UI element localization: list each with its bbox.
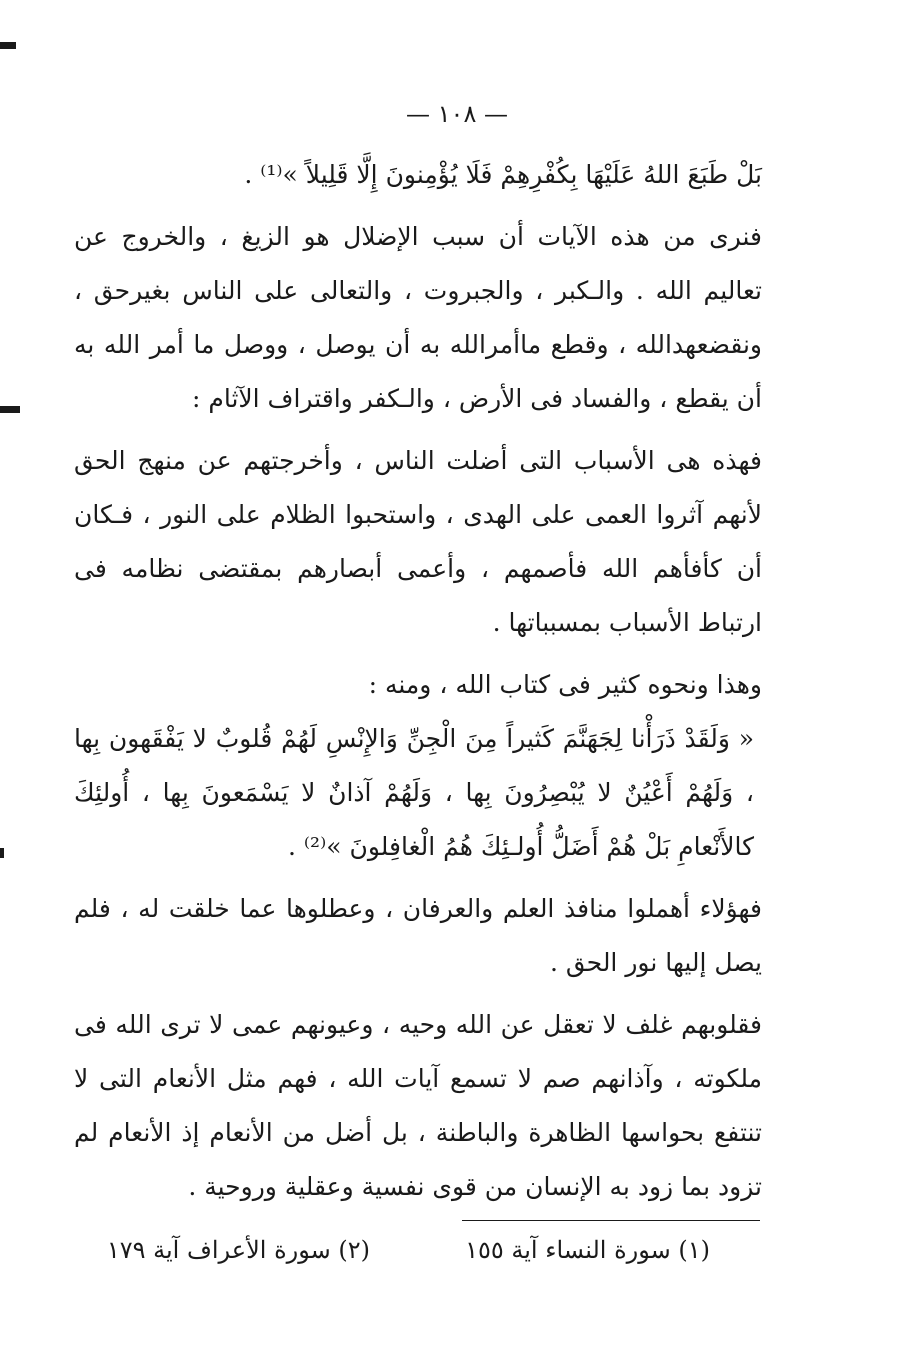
paragraph: فقلوبهم غلف لا تعقل عن الله وحيه ، وعيونهم عمى لا ترى الله فى ملكوته ، وآذانهم صم لا تسمع آيات الله ، فهم مثل الأنعام التى لا تنتفع بحواسها الظاهرة والباطنة ، بل أضل من الأنعام إذ الأنعام لم تزود بما زود به الإنسان من قوى نفسية وعقلية وروحية . — [74, 1010, 762, 1201]
paragraph: فهؤلاء أهملوا منافذ العلم والعرفان ، وعطلوها عما خلقت له ، فلم يصل إليها نور الحق . — [74, 894, 762, 977]
paragraph: فنرى من هذه الآيات أن سبب الإضلال هو الزيغ ، والخروج عن تعاليم الله . والـكبر ، والجبروت ، والتعالى على الناس بغيرحق ، ونقضعهدالله ، وقطع ماأمرالله به أن يوصل ، ووصل ما أمر الله به أن يقطع ، والفساد فى الأرض ، والـكفر واقتراف الآثام : — [74, 222, 762, 413]
scan-edge-mark — [0, 42, 16, 49]
scan-edge-mark — [0, 848, 4, 858]
footnote-divider — [462, 1220, 760, 1221]
page-number: — ١٠٨ — — [406, 100, 508, 128]
footnote-2: (٢) سورة الأعراف آية ١٧٩ — [106, 1236, 370, 1264]
footnote-1: (١) سورة النساء آية ١٥٥ — [465, 1236, 710, 1264]
scan-edge-mark — [0, 406, 20, 413]
footnotes — [100, 1230, 710, 1270]
body-text — [74, 148, 762, 1214]
paragraph: وهذا ونحوه كثير فى كتاب الله ، ومنه : — [368, 670, 762, 699]
paragraph: فهذه هى الأسباب التى أضلت الناس ، وأخرجتهم عن منهج الحق لأنهم آثروا العمى على الهدى ، واستحبوا الظلام على النور ، فـكان أن كأفأهم الله فأصمهم ، وأعمى أبصارهم بمقتضى نظامه فى ارتباط الأسباب بمسبباتها . — [74, 446, 762, 637]
verse-continuation: بَلْ طَبَعَ اللهُ عَلَيْهَا بِكُفْرِهِمْ فَلَا يُؤْمِنونَ إِلَّا قَلِيلاً »⁽¹⁾ . — [244, 160, 762, 189]
quran-quote: « وَلَقَدْ ذَرَأْنا لِجَهَنَّمَ كَثيراً مِنَ الْجِنِّ وَالإِنْسِ لَهُمْ قُلوبٌ لا يَفْقَهون بِها ، وَلَهُمْ أَعْيُنٌ لا يُبْصِرُونَ بِها ، وَلَهُمْ آذانٌ لا يَسْمَعونَ بِها ، أُولئِكَ كالأَنْعامِ بَلْ هُمْ أَضَلُّ أُولـئِكَ هُمُ الْغافِلونَ »⁽²⁾ . — [74, 724, 754, 861]
